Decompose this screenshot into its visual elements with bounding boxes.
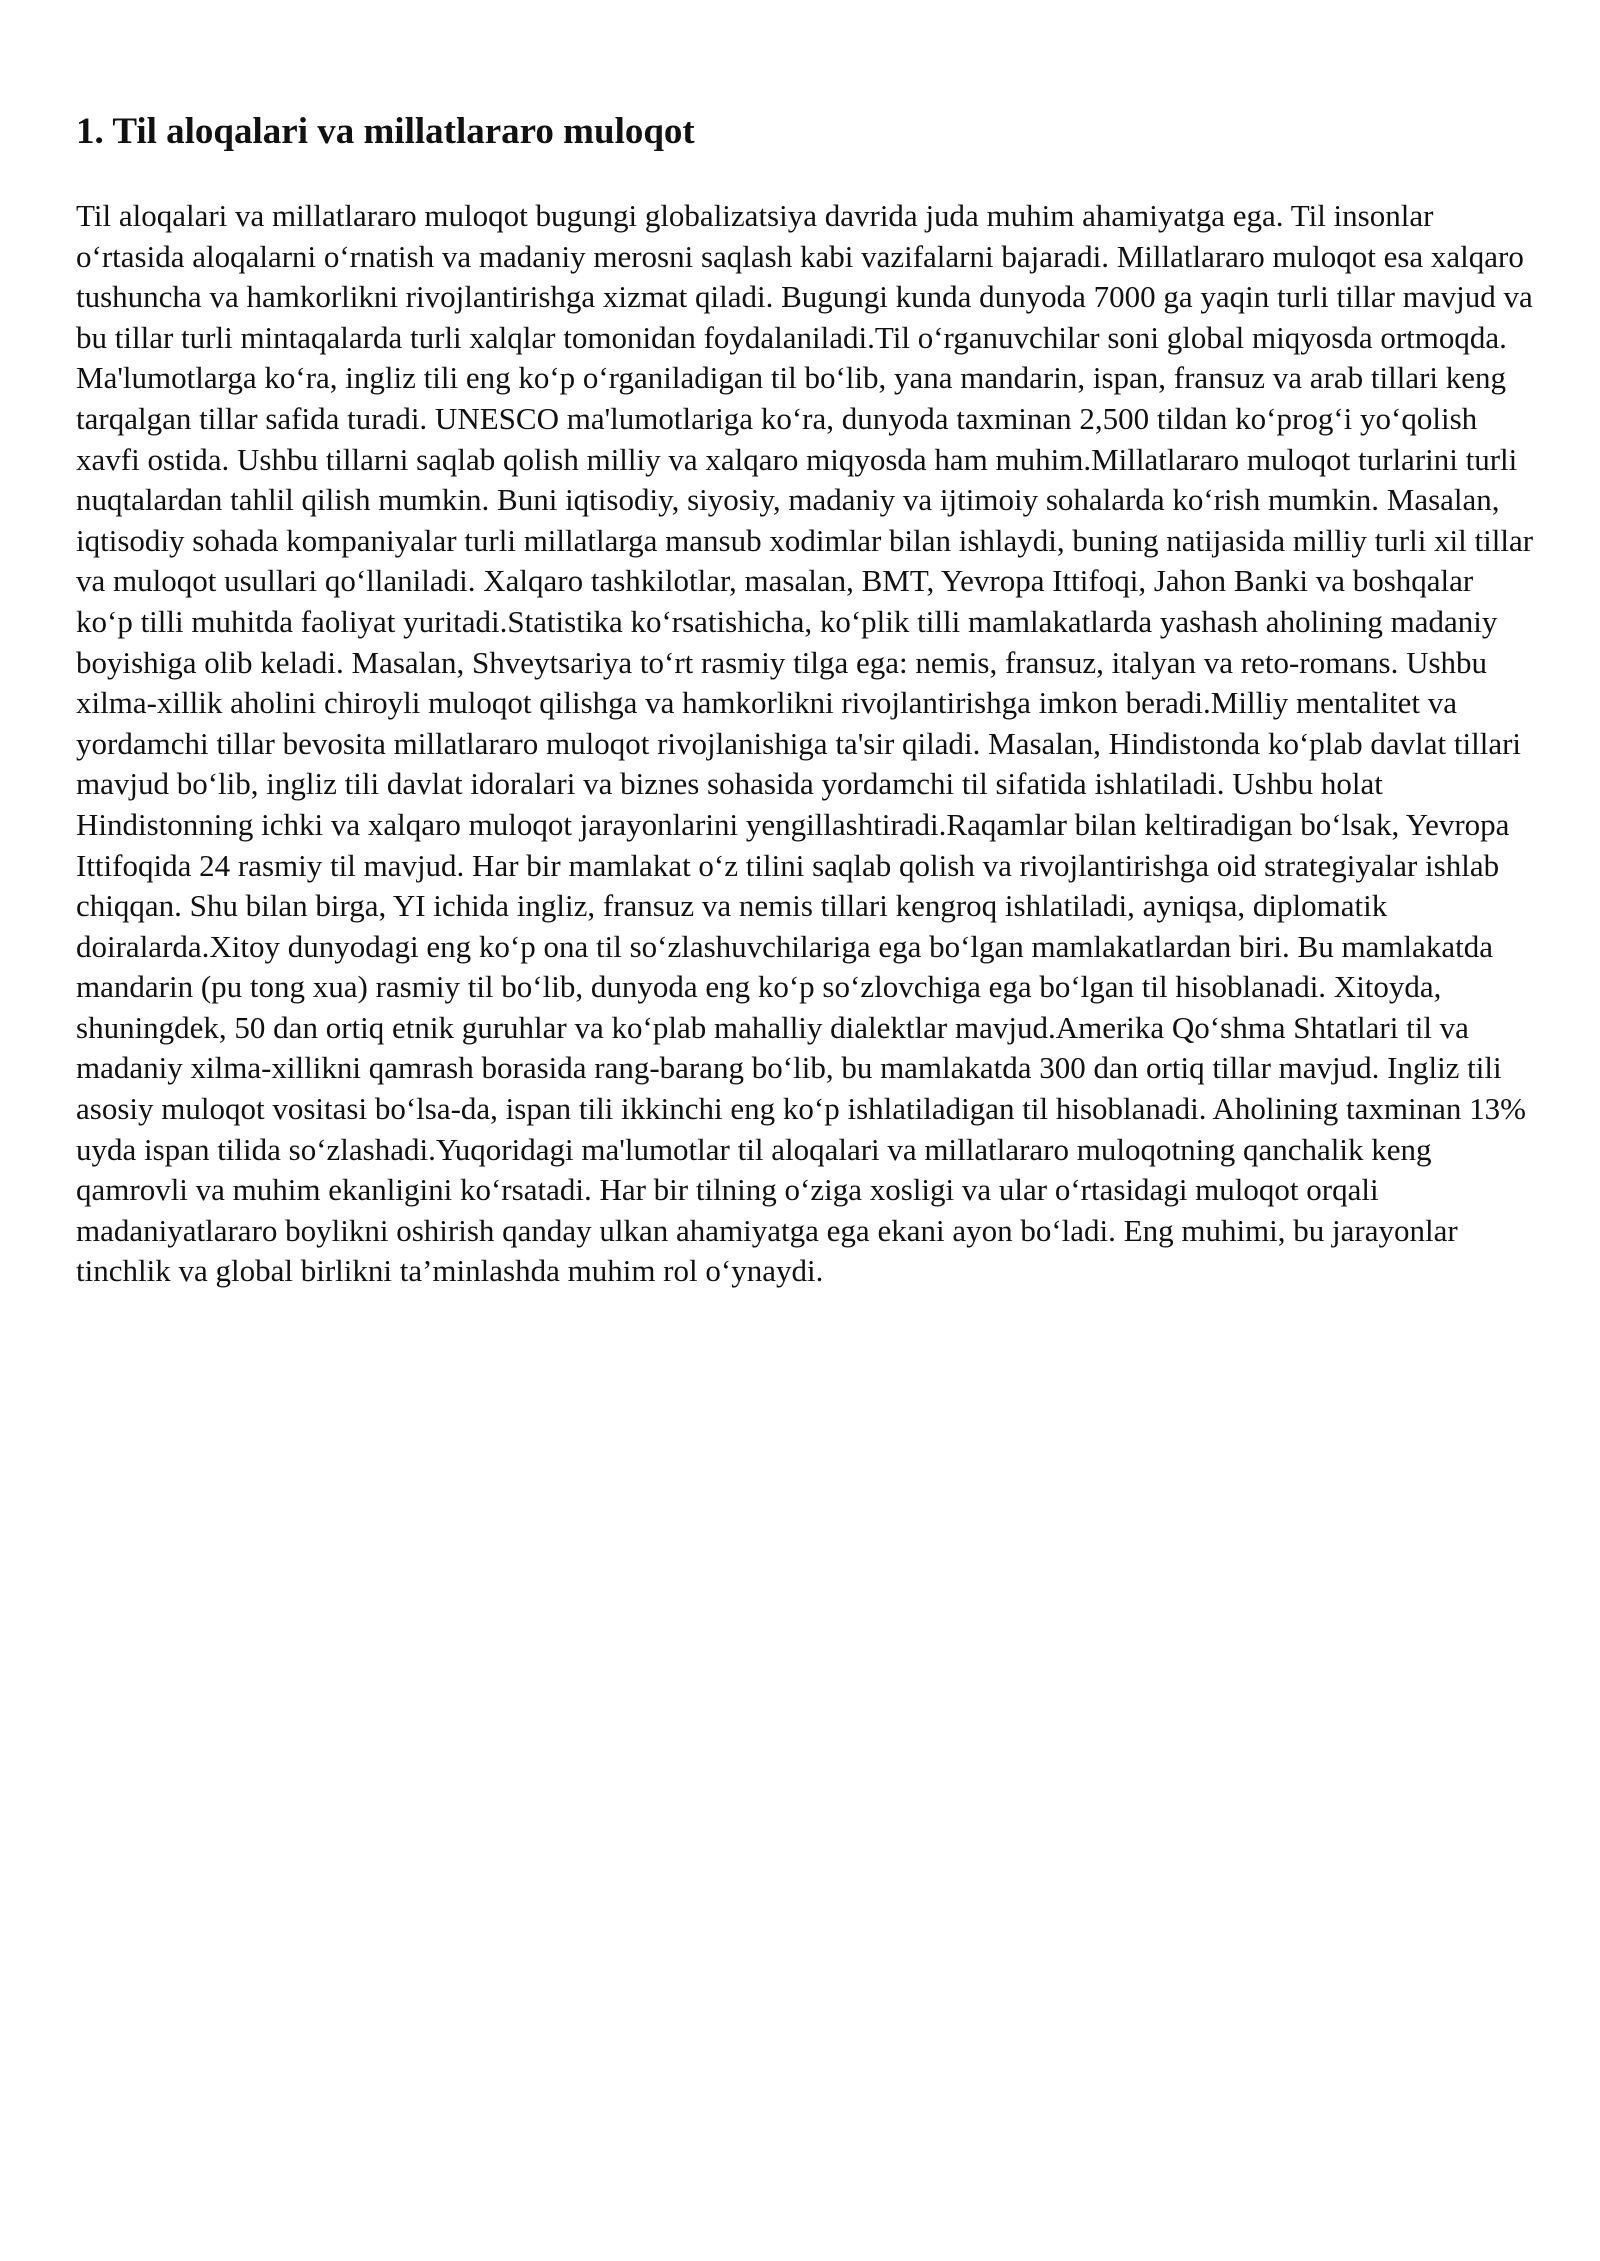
section-heading: 1. Til aloqalari va millatlararo muloqot <box>76 111 695 152</box>
body-paragraph: Til aloqalari va millatlararo muloqot bugungi globalizatsiya davrida juda muhim ahamiyatga ega. Til insonlar o‘rtasida aloqalarni o‘rnatish va madaniy merosni saqlash kabi vazifalarni bajaradi. Millatlararo muloqot esa xalqaro tushuncha va hamkorlikni rivojlantirishga xizmat qiladi. Bugungi kunda dunyoda 7000 ga yaqin turli tillar mavjud va bu tillar turli mintaqalarda turli xalqlar tomonidan foydalaniladi.Til o‘rganuvchilar soni global miqyosda ortmoqda. Ma'lumotlarga ko‘ra, ingliz tili eng ko‘p o‘rganiladigan til bo‘lib, yana mandarin, ispan, fransuz va arab tillari keng tarqalgan tillar safida turadi. UNESCO ma'lumotlariga ko‘ra, dunyoda taxminan 2,500 tildan ko‘prog‘i yo‘qolish xavfi ostida. Ushbu tillarni saqlab qolish milliy va xalqaro miqyosda ham muhim.Millatlararo muloqot turlarini turli nuqtalardan tahlil qilish mumkin. Buni iqtisodiy, siyosiy, madaniy va ijtimoiy sohalarda ko‘rish mumkin. Masalan, iqtisodiy sohada kompaniyalar turli millatlarga mansub xodimlar bilan ishlaydi, buning natijasida milliy turli xil tillar va muloqot usullari qo‘llaniladi. Xalqaro tashkilotlar, masalan, BMT, Yevropa Ittifoqi, Jahon Banki va boshqalar ko‘p tilli muhitda faoliyat yuritadi.Statistika ko‘rsatishicha, ko‘plik tilli mamlakatlarda yashash aholining madaniy boyishiga olib keladi. Masalan, Shveytsariya to‘rt rasmiy tilga ega: nemis, fransuz, italyan va reto-romans. Ushbu xilma-xillik aholini chiroyli muloqot qilishga va hamkorlikni rivojlantirishga imkon beradi.Milliy mentalitet va yordamchi tillar bevosita millatlararo muloqot rivojlanishiga ta'sir qiladi. Masalan, Hindistonda ko‘plab davlat tillari mavjud bo‘lib, ingliz tili davlat idoralari va biznes sohasida yordamchi til sifatida ishlatiladi. Ushbu holat Hindistonning ichki va xalqaro muloqot jarayonlarini yengillashtiradi.Raqamlar bilan keltiradigan bo‘lsak, Yevropa Ittifoqida 24 rasmiy til mavjud. Har bir mamlakat o‘z tilini saqlab qolish va rivojlantirishga oid strategiyalar ishlab chiqqan. Shu bilan birga, YI ichida ingliz, fransuz va nemis tillari kengroq ishlatiladi, ayniqsa, diplomatik doiralarda.Xitoy dunyodagi eng ko‘p ona til so‘zlashuvchilariga ega bo‘lgan mamlakatlardan biri. Bu mamlakatda mandarin (pu tong xua) rasmiy til bo‘lib, dunyoda eng ko‘p so‘zlovchiga ega bo‘lgan til hisoblanadi. Xitoyda, shuningdek, 50 dan ortiq etnik guruhlar va ko‘plab mahalliy dialektlar mavjud.Amerika Qo‘shma Shtatlari til va madaniy xilma-xillikni qamrash borasida rang-barang bo‘lib, bu mamlakatda 300 dan ortiq tillar mavjud. Ingliz tili asosiy muloqot vositasi bo‘lsa-da, ispan tili ikkinchi eng ko‘p ishlatiladigan til hisoblanadi. Aholining taxminan 13% uyda ispan tilida so‘zlashadi.Yuqoridagi ma'lumotlar til aloqalari va millatlararo muloqotning qanchalik keng qamrovli va muhim ekanligini ko‘rsatadi. Har bir tilning o‘ziga xosligi va ular o‘rtasidagi muloqot orqali madaniyatlararo boylikni oshirish qanday ulkan ahamiyatga ega ekani ayon bo‘ladi. Eng muhimi, bu jarayonlar tinchlik va global birlikni ta’minlashda muhim rol o‘ynaydi. <box>76 198 1534 1289</box>
document-page <box>76 108 1536 1292</box>
